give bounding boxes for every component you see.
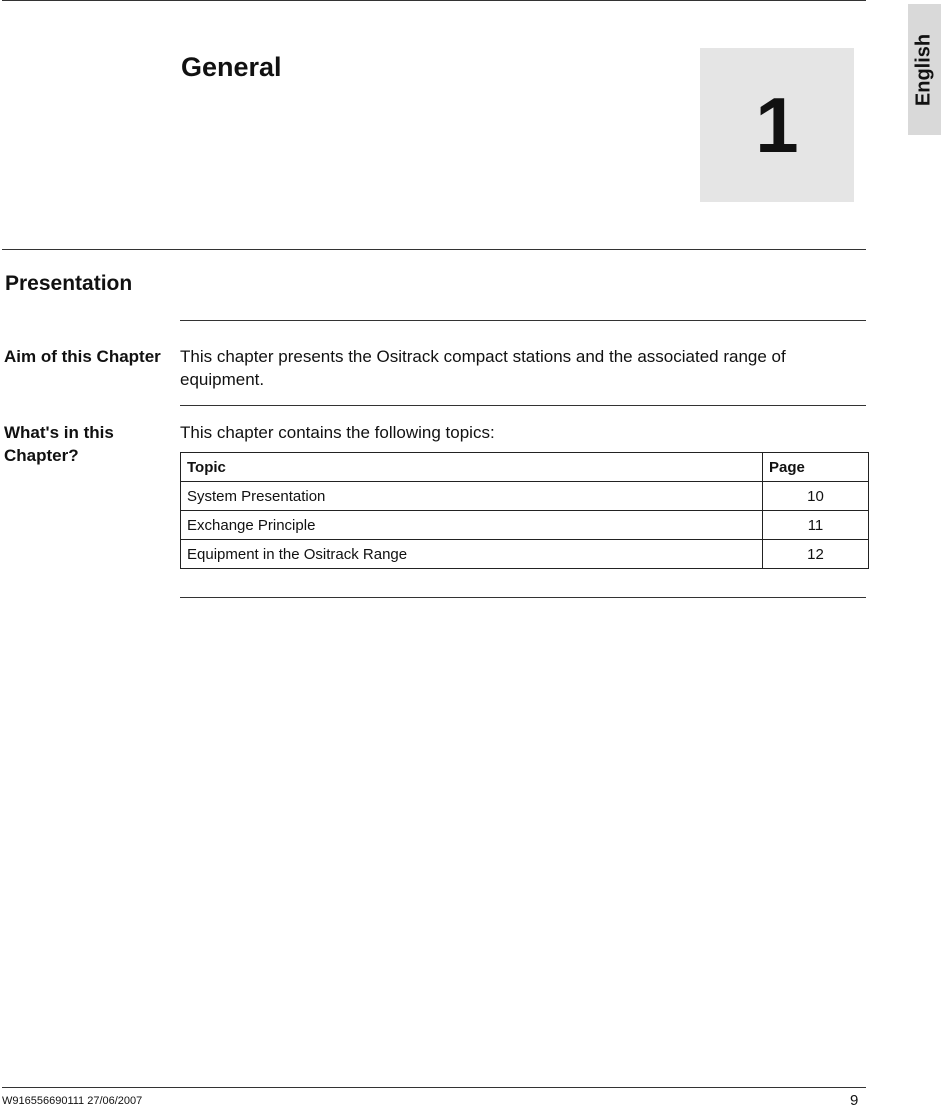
section-end-divider [180, 597, 866, 598]
chapter-divider [2, 249, 866, 250]
contents-intro: This chapter contains the following topics: [180, 423, 495, 442]
table-row [181, 482, 869, 511]
chapter-number-box [700, 48, 854, 202]
contents-label: What's in this Chapter? [4, 423, 114, 465]
footer-divider [2, 1087, 866, 1088]
top-rule [2, 0, 866, 1]
chapter-title: General [181, 52, 282, 82]
aim-divider [180, 320, 866, 321]
table-row [181, 540, 869, 569]
topics-table [180, 452, 869, 569]
table-header-row [181, 453, 869, 482]
topic-cell: Equipment in the Ositrack Range [181, 540, 763, 569]
topic-cell: Exchange Principle [181, 511, 763, 540]
language-tab [908, 4, 941, 135]
table-row [181, 511, 869, 540]
page-cell: 10 [763, 482, 869, 511]
section-title: Presentation [5, 272, 133, 295]
page-column-header: Page [763, 453, 869, 482]
chapter-number: 1 [755, 80, 799, 169]
footer-page-number: 9 [850, 1092, 859, 1109]
topic-cell: System Presentation [181, 482, 763, 511]
page-cell: 12 [763, 540, 869, 569]
topic-column-header: Topic [181, 453, 763, 482]
aim-text: This chapter presents the Ositrack compact stations and the associated range of equipment. [180, 347, 786, 389]
page-cell: 11 [763, 511, 869, 540]
footer-reference: W916556690111 27/06/2007 [2, 1095, 143, 1107]
aim-label: Aim of this Chapter [4, 347, 161, 366]
contents-divider [180, 405, 866, 406]
language-tab-label: English [912, 33, 935, 107]
